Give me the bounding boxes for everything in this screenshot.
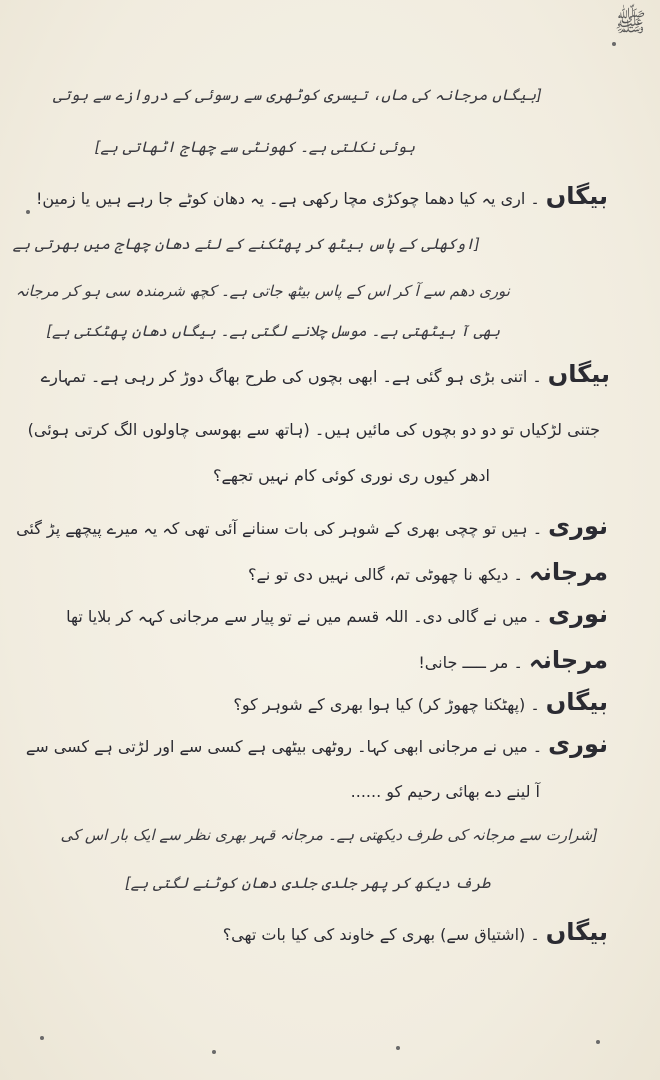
speech-line [351,782,540,801]
dialogue-text: ۔ (اشتیاق سے) بھری کے خاوند کی کیا بات تھی؟ [222,925,540,944]
dialogue-line [66,600,608,628]
dialogue-text: ۔ اتنی بڑی ہو گئی ہے۔ ابھی بچوں کی طرح بھاگ دوڑ کر رہی ہے۔ تمہارے [40,367,542,386]
paper-speck [40,1036,44,1040]
paper-speck [26,210,30,214]
dialogue-text: ۔ مر ـــــ جانی! [418,653,523,672]
speech-text: آ لینے دے بھائی رحیم کو ...... [350,782,540,801]
paper-speck [612,42,616,46]
dialogue-text: ۔ میں نے مرجانی ابھی کہا۔ روٹھی بیٹھی ہے کسی سے اور لڑتی ہے کسی سے [25,737,543,756]
speech-line [28,420,600,439]
stage-direction-line [60,826,598,844]
corner-mark: ﷺ [614,8,646,38]
stage-direction-line [16,282,510,300]
dialogue-text: ۔ میں نے گالی دی۔ اللہ قسم میں نے تو پیار سے مرجانی کہہ کر بلایا تھا [66,607,543,626]
speaker-name: بیگاں [545,182,608,210]
stage-direction-line [125,874,490,892]
stage-text: نوری دھم سے آ کر اس کے پاس بیٹھ جاتی ہے۔ کچھ شرمندہ سی ہو کر مرجانہ [15,282,510,300]
stage-direction-line [46,322,500,340]
stage-direction-line [53,86,542,104]
stage-text: [شرارت سے مرجانہ کی طرف دیکھتی ہے۔ مرجانہ قہر بھری نظر سے ایک بار اس کی [60,826,598,844]
speech-text: جتنی لڑکیاں تو دو دو بچوں کی مائیں ہیں۔ (ہاتھ سے بھوسی چاولوں الگ کرتی ہوئی) [27,420,600,439]
stage-text: بھی آ بیٹھتی ہے۔ موسل چلانے لگتی ہے۔ بیگاں دھان پھٹکتی ہے] [46,322,500,340]
paper-speck [212,1050,216,1054]
dialogue-line [16,512,608,540]
speaker-name: بیگاں [547,360,610,388]
stage-text: طرف دیکھ کر پھر جلدی جلدی دھان کوٹنے لگتی ہے] [124,874,490,892]
stage-text: ہوئی نکلتی ہے۔ کھونٹی سے چھاج اٹھاتی ہے] [94,138,415,156]
stage-text: [اوکھلی کے پاس بیٹھ کر پھٹکنے کے لئے دھان چھاج میں بھرتی ہے [12,235,480,253]
paper-speck [596,1040,600,1044]
speech-line [213,466,490,485]
speech-text: ادھر کیوں ری نوری کوئی کام نہیں تجھے؟ [212,466,490,485]
stage-text: [بیگاں مرجانہ کی ماں، تیسری کوٹھری سے رسوئی کے دروازے سے ہوتی [53,86,542,104]
paper-speck [396,1046,400,1050]
dialogue-line [223,918,608,946]
speaker-name: نوری [548,600,608,628]
speaker-name: نوری [548,730,608,758]
speaker-name: مرجانہ [528,558,608,586]
speaker-name: مرجانہ [528,646,608,674]
dialogue-line [248,558,608,586]
dialogue-text: ۔ ہیں تو چچی بھری کے شوہر کی بات سنانے آئی تھی کہ یہ میرے پیچھے پڑ گئی [16,519,543,538]
speaker-name: بیگاں [545,918,608,946]
dialogue-line [36,182,608,210]
speaker-name: نوری [548,512,608,540]
dialogue-text: ۔ دیکھ نا چھوٹی تم، گالی نہیں دی تو نے؟ [248,565,523,584]
dialogue-line [26,730,608,758]
dialogue-text: ۔ اری یہ کیا دھما چوکڑی مچا رکھی ہے۔ یہ دھان کوٹے جا رہے ہیں یا زمین! [35,189,540,208]
stage-direction-line [13,235,480,253]
dialogue-line [233,688,608,716]
dialogue-text: ۔ (پھٹکنا چھوڑ کر) کیا ہوا بھری کے شوہر کو؟ [233,695,540,714]
dialogue-line [418,646,608,674]
speaker-name: بیگاں [545,688,608,716]
stage-direction-line [95,138,415,156]
dialogue-line [41,360,610,388]
